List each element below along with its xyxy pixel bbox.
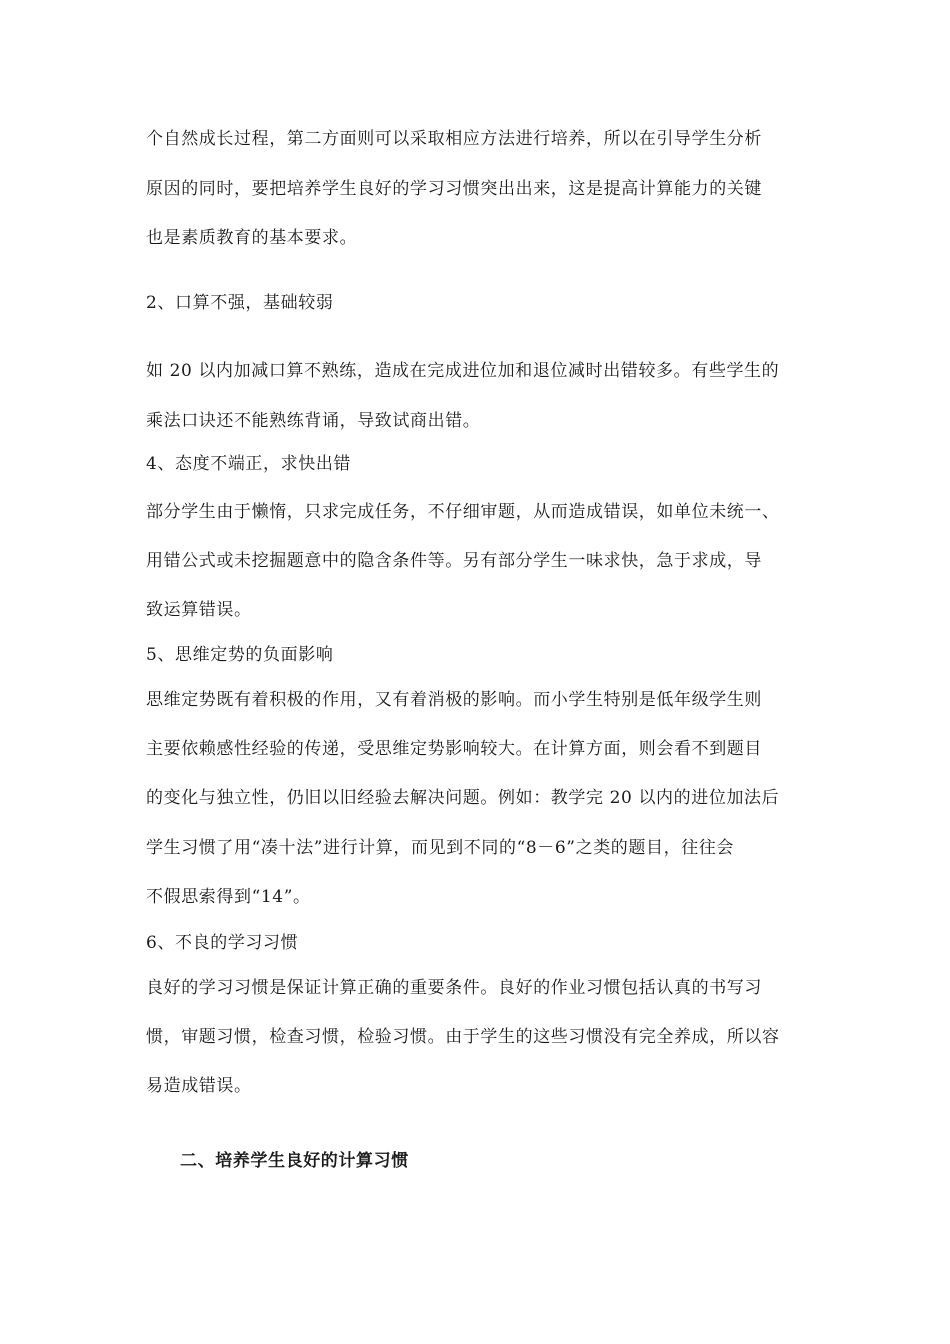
subheading-2: 2、口算不强，基础较弱 xyxy=(146,293,334,313)
paragraph-line: 学生习惯了用“凑十法”进行计算，而见到不同的“8－6”之类的题目，往往会 xyxy=(146,838,734,858)
paragraph-line: 易造成错误。 xyxy=(146,1076,252,1096)
subheading-4: 4、态度不端正，求快出错 xyxy=(146,454,352,474)
paragraph-line: 致运算错误。 xyxy=(146,600,252,620)
paragraph-line: 主要依赖感性经验的传递，受思维定势影响较大。在计算方面，则会看不到题目 xyxy=(146,739,762,759)
paragraph-line: 原因的同时，要把培养学生良好的学习习惯突出出来，这是提高计算能力的关键 xyxy=(146,179,762,199)
paragraph-line: 的变化与独立性，仍旧以旧经验去解决问题。例如：教学完 20 以内的进位加法后 xyxy=(146,788,780,808)
paragraph-line: 良好的学习习惯是保证计算正确的重要条件。良好的作业习惯包括认真的书写习 xyxy=(146,978,762,998)
paragraph-line: 个自然成长过程，第二方面则可以采取相应方法进行培养，所以在引导学生分析 xyxy=(146,129,762,149)
paragraph-line: 不假思索得到“14”。 xyxy=(146,887,311,907)
paragraph-line: 也是素质教育的基本要求。 xyxy=(146,228,358,248)
paragraph-line: 惯，审题习惯，检查习惯，检验习惯。由于学生的这些习惯没有完全养成，所以容 xyxy=(146,1027,780,1047)
paragraph-line: 部分学生由于懒惰，只求完成任务，不仔细审题，从而造成错误，如单位未统一、 xyxy=(146,502,780,522)
section-heading: 二、培养学生良好的计算习惯 xyxy=(180,1151,409,1171)
subheading-6: 6、不良的学习习惯 xyxy=(146,933,299,953)
paragraph-line: 思维定势既有着积极的作用，又有着消极的影响。而小学生特别是低年级学生则 xyxy=(146,690,762,710)
paragraph-line: 用错公式或未挖掘题意中的隐含条件等。另有部分学生一味求快，急于求成，导 xyxy=(146,551,762,571)
paragraph-line: 乘法口诀还不能熟练背诵，导致试商出错。 xyxy=(146,411,481,431)
subheading-5: 5、思维定势的负面影响 xyxy=(146,645,334,665)
paragraph-line: 如 20 以内加减口算不熟练，造成在完成进位加和退位减时出错较多。有些学生的 xyxy=(146,361,780,381)
